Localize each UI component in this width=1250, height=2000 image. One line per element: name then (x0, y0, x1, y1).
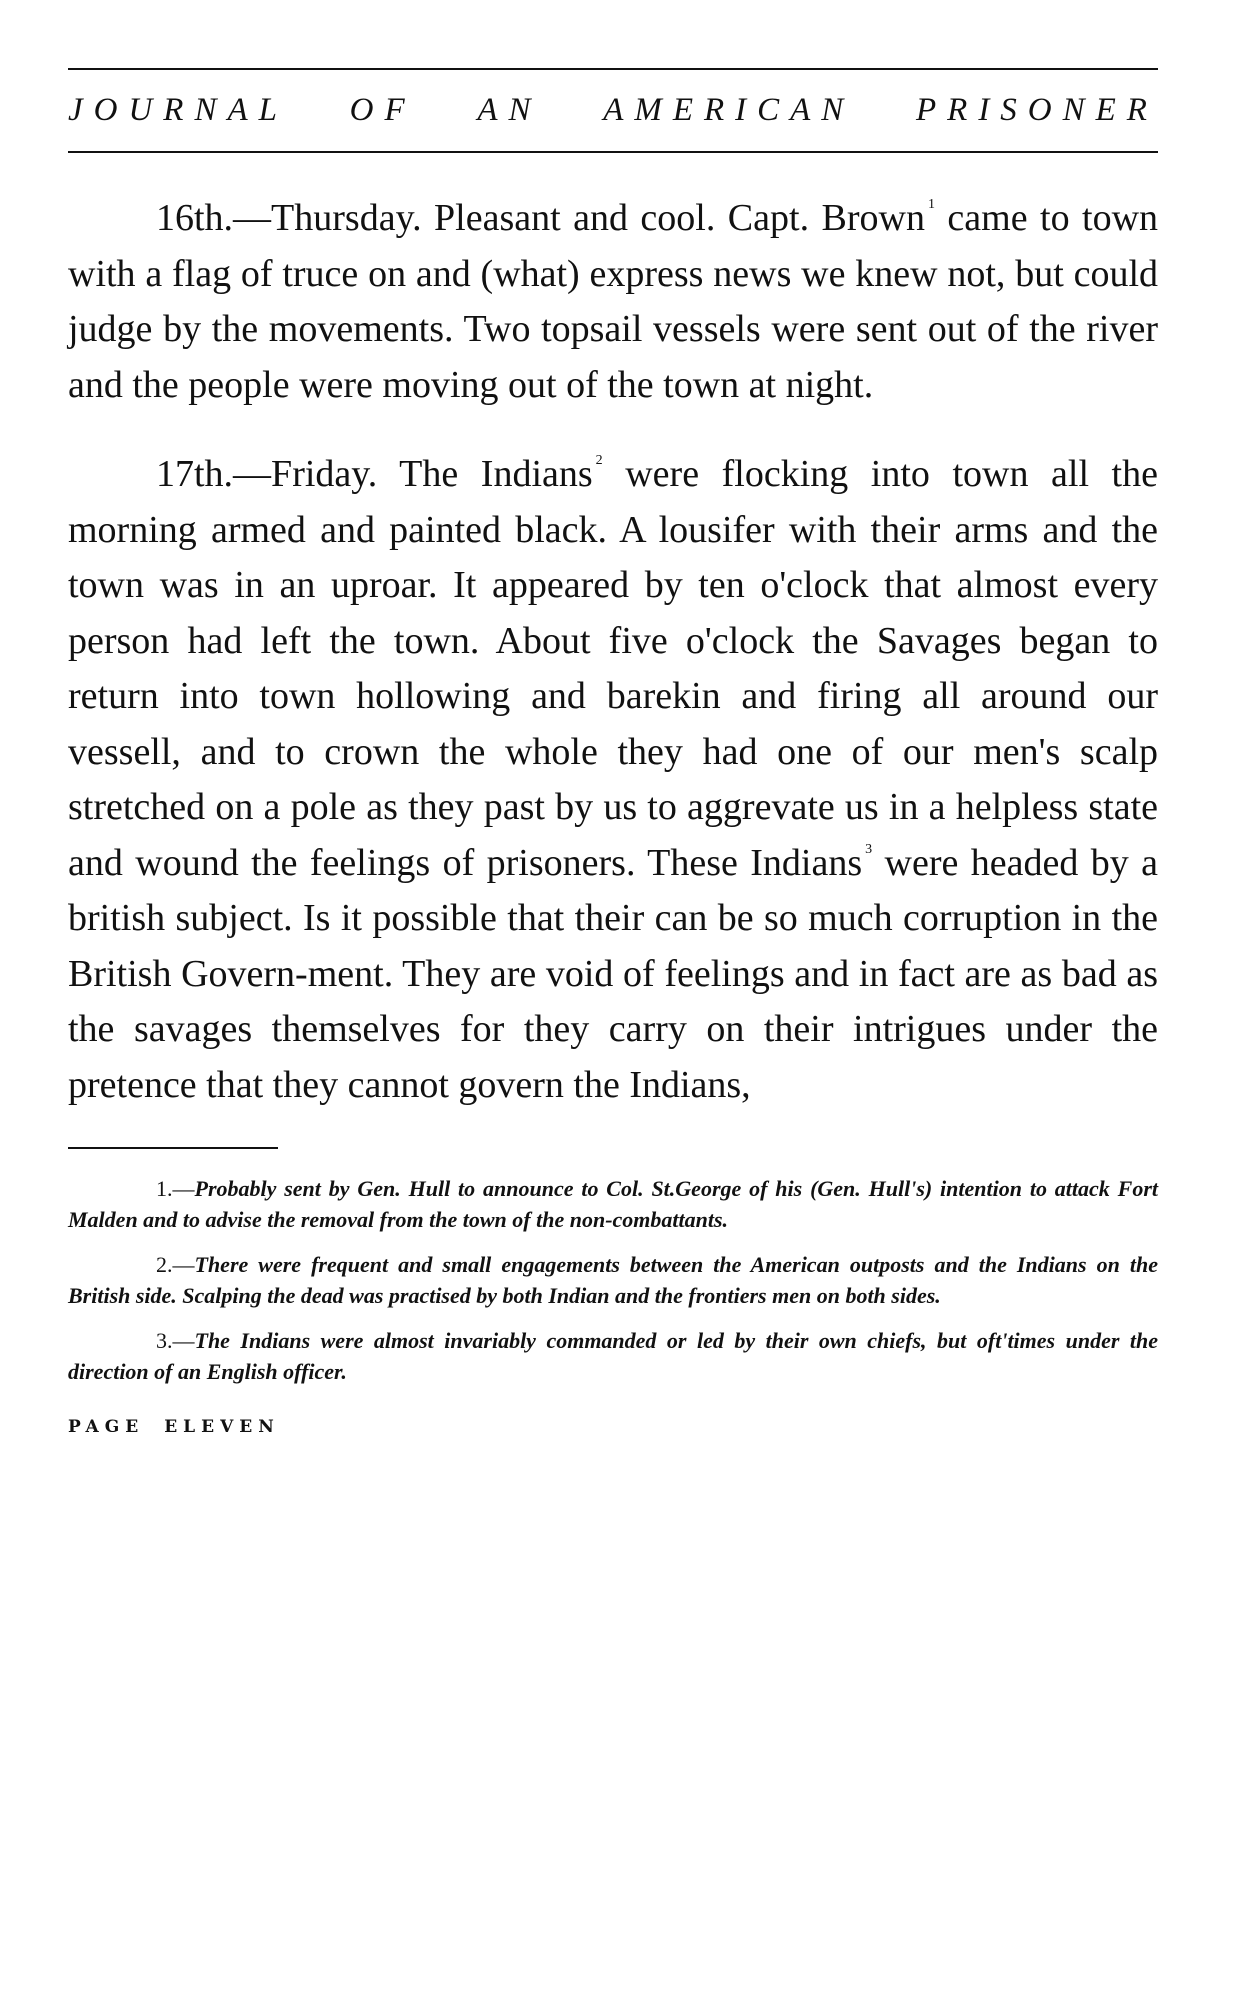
footnote-marker: 1 (927, 197, 935, 212)
footnote-number: 3.— (156, 1328, 195, 1353)
page-label-word: PAGE (68, 1417, 145, 1437)
footnote-3 (68, 1325, 1158, 1387)
footnote-marker: 2 (595, 453, 603, 468)
footnote-text: The Indians were almost invariably commanded or led by their own chiefs, but oft'times under the direction of an English officer. (68, 1328, 1158, 1384)
footnote-number: 2.— (156, 1252, 195, 1277)
header-word: AN (477, 92, 542, 128)
footnotes (68, 1173, 1158, 1387)
footnote-number: 1.— (156, 1176, 195, 1201)
footnote-2 (68, 1249, 1158, 1311)
footnote-divider (68, 1147, 278, 1149)
entry-text: were headed by a british subject. Is it possible that their can be so much corruption in the British Govern-ment. They are void of feelings and in fact are as bad as the savages themselves for they carry on their intrigues under the pretence that they cannot govern the Indians, (68, 841, 1158, 1106)
header-word: JOURNAL (68, 92, 288, 128)
page-number-label (68, 1417, 1158, 1437)
entry-text: came to town with a flag of truce on and (what) express news we knew not, but could judge by the movements. Two topsail vessels were sent out of the river and the people were moving out of the town at night. (68, 197, 1159, 406)
journal-entries (68, 191, 1158, 1113)
entry-text: 16th.—Thursday. Pleasant and cool. Capt. Brown (156, 197, 925, 239)
footnote-1 (68, 1173, 1158, 1235)
header-word: PRISONER (916, 92, 1158, 128)
page-label-word: ELEVEN (164, 1417, 280, 1437)
entry-17th (68, 447, 1158, 1113)
footnote-text: There were frequent and small engagements between the American outposts and the Indians on the British side. Scalping the dead was practised by both Indian and the frontiers men on both sides. (68, 1252, 1158, 1308)
header-word: AMERICAN (603, 92, 855, 128)
header-title (68, 92, 1158, 129)
entry-text: were flocking into town all the morning armed and painted black. A lousifer with their arms and the town was in an uproar. It appeared by ten o'clock that almost every person had left the town. About five o'clock the Savages began to return into town hollowing and barekin and firing all around our vessell, and to crown the whole they had one of our men's scalp stretched on a pole as they past by us to aggrevate us in a helpless state and wound the feelings of prisoners. These Indians (68, 453, 1158, 884)
footnote-marker: 3 (865, 841, 873, 857)
entry-16th (68, 191, 1158, 413)
running-header (68, 68, 1158, 153)
header-word: OF (349, 92, 416, 128)
footnote-text: Probably sent by Gen. Hull to announce to Col. St.George of his (Gen. Hull's) intention to attack Fort Malden and to advise the removal from the town of the non-combattants. (68, 1176, 1158, 1232)
entry-text: 17th.—Friday. The Indians (156, 453, 593, 495)
page (68, 68, 1158, 1437)
